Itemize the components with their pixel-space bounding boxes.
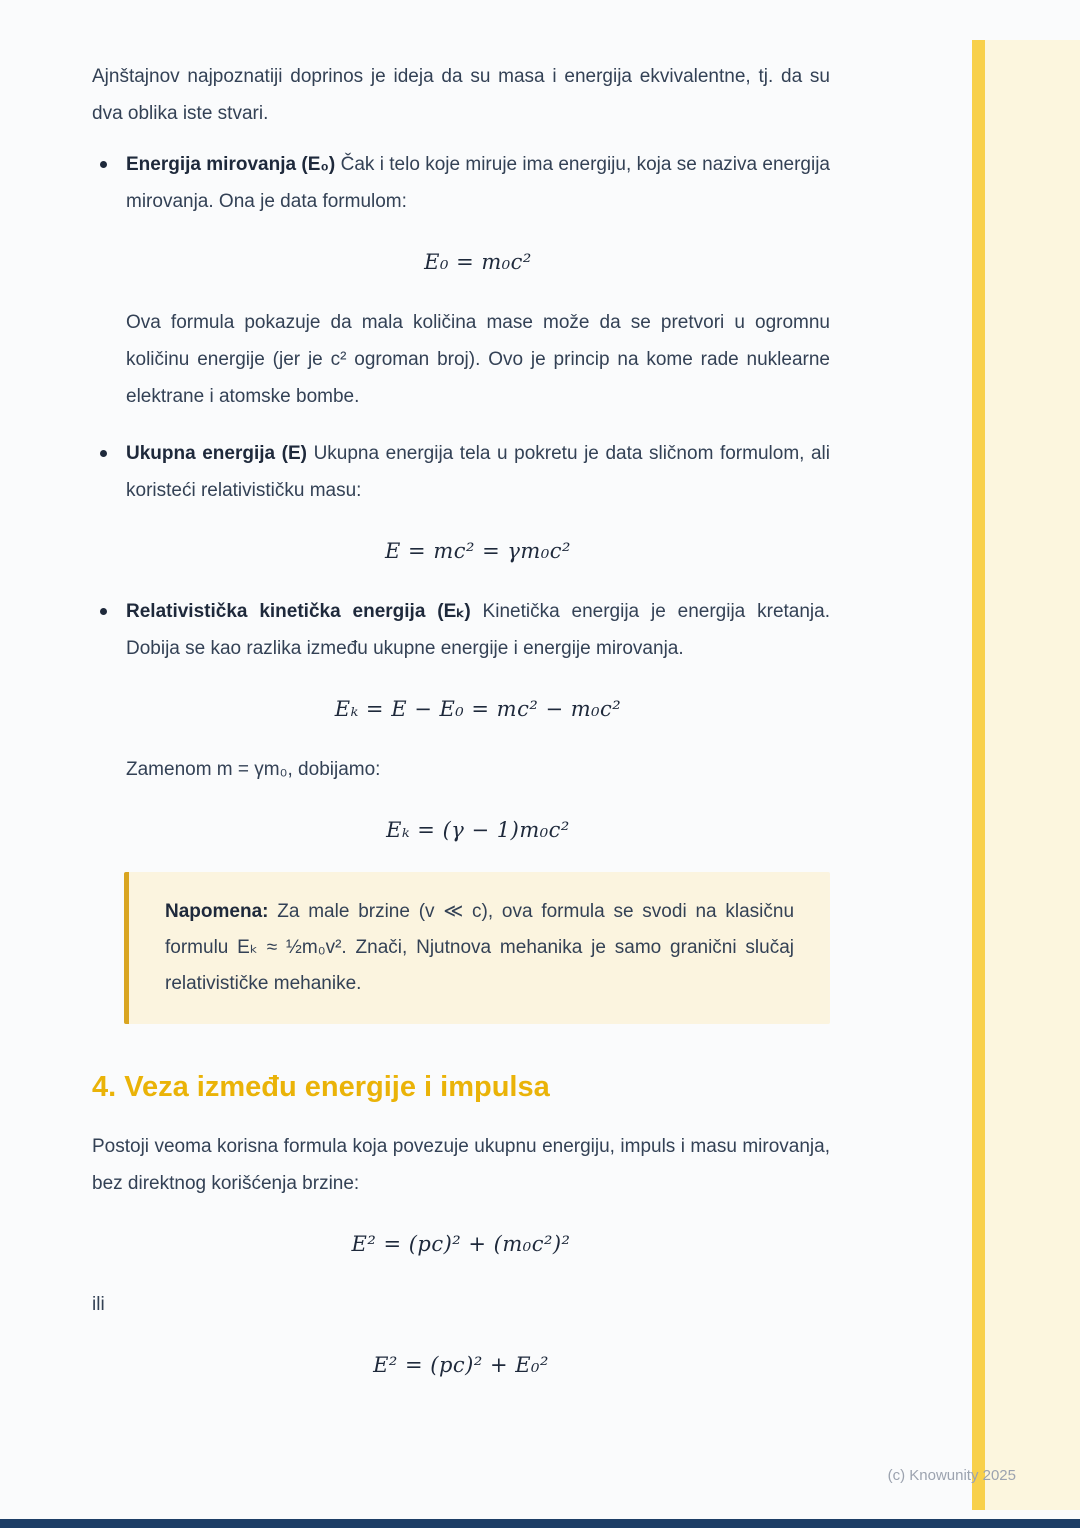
copyright-footer: (c) Knowunity 2025 — [887, 1467, 1016, 1484]
note-text: Za male brzine (v ≪ c), ova formula se svodi na klasičnu formulu Eₖ ≈ ½m₀v². Znači, Njutnova mehanika je samo granični slučaj relativističke mehanike. — [165, 901, 795, 994]
bullet-text-kinetic-energy: Kinetička energija je energija kretanja. Dobija se kao razlika između ukupne energije i energije mirovanja. — [126, 601, 830, 659]
formula-total-energy: E = mc² = γm₀c² — [385, 539, 571, 563]
formula-energy-momentum-alt: E² = (pc)² + E₀² — [373, 1353, 549, 1377]
bullet-paragraph — [126, 146, 830, 220]
accent-stripe — [972, 40, 985, 1510]
formula-energy-momentum: E² = (pc)² + (m₀c²)² — [351, 1232, 571, 1256]
document-content — [92, 58, 830, 1407]
note-label: Napomena: — [165, 901, 269, 922]
page-edge-band — [985, 40, 1080, 1510]
bullet-text-total-energy: Ukupna energija tela u pokretu je data sličnom formulom, ali koristeći relativističku masu: — [126, 443, 830, 501]
bullet-term-rest-energy: Energija mirovanja (E₀) — [126, 154, 336, 175]
bullet-paragraph — [126, 593, 830, 667]
list-item-total-energy — [100, 435, 830, 563]
list-item-rest-energy — [100, 146, 830, 415]
bullet-paragraph — [126, 435, 830, 509]
bullet-term-total-energy: Ukupna energija (E) — [126, 443, 307, 464]
formula-kinetic-energy-gamma: Eₖ = (γ − 1)m₀c² — [386, 818, 570, 842]
bottom-divider-bar — [0, 1519, 1080, 1528]
bullet-text-rest-energy: Čak i telo koje miruje ima energiju, koja se naziva energija mirovanja. Ona je data formulom: — [126, 154, 830, 212]
note-box — [124, 872, 830, 1024]
list-item-kinetic-energy — [100, 593, 830, 842]
bullet-term-kinetic-energy: Relativistička kinetička energija (Eₖ) — [126, 601, 471, 622]
rest-energy-explanation: Ova formula pokazuje da mala količina mase može da se pretvori u ogromnu količinu energije (jer je c² ogroman broj). Ovo je princip na kome rade nuklearne elektrane i atomske bombe. — [126, 312, 830, 407]
intro-paragraph: Ajnštajnov najpoznatiji doprinos je ideja da su masa i energija ekvivalentne, tj. da su dva oblika iste stvari. — [92, 66, 830, 124]
section-heading: 4. Veza između energije i impulsa — [92, 1071, 550, 1103]
connector-text: ili — [92, 1294, 105, 1315]
substitution-text: Zamenom m = γm₀, dobijamo: — [126, 759, 381, 780]
note-paragraph — [165, 894, 794, 1002]
section-paragraph: Postoji veoma korisna formula koja povezuje ukupnu energiju, impuls i masu mirovanja, bez direktnog korišćenja brzine: — [92, 1136, 830, 1194]
formula-kinetic-energy: Eₖ = E − E₀ = mc² − m₀c² — [334, 697, 622, 721]
formula-rest-energy: E₀ = m₀c² — [424, 250, 532, 274]
energy-bullet-list — [92, 146, 830, 842]
